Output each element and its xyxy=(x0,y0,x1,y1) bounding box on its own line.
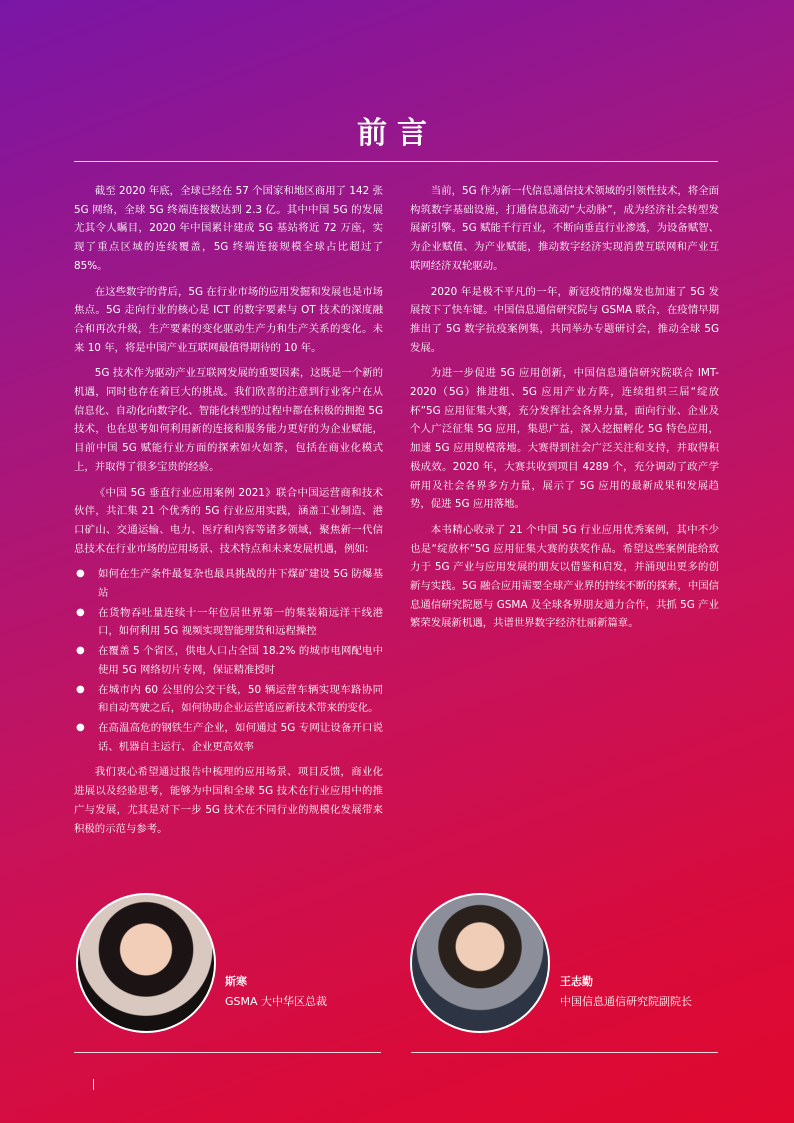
book-summary-paragraph: 本书精心收录了 21 个中国 5G 行业应用优秀案例，其中不少也是“绽放杯”5G 应用征集大赛的获奖作品。希望这些案例能给致力于 5G 产业与应用发展的朋友以借鉴和启发，并涌现出更多的创新与实践。5G 融合应用需要全球产业界的持续不断的探索，中国信息通信研究院愿与 GSMA 及全球各界朋友通力合作，共抓 5G 产业繁荣发展新机遇，共谱世界数字经济壮丽新篇章。 xyxy=(410,523,719,630)
author-photo-right xyxy=(410,893,550,1033)
bullet-icon: ● xyxy=(76,606,85,618)
author-photo-left xyxy=(76,893,216,1033)
bullet-icon: ● xyxy=(76,683,85,695)
signature-name-right: 王志勤 xyxy=(560,975,593,988)
title-divider xyxy=(74,161,718,162)
competition-paragraph: 为进一步促进 5G 应用创新，中国信息通信研究院联合 IMT-2020（5G）推进组、5G 应用产业方阵，连续组织三届“绽放杯”5G 应用征集大赛，充分发挥社会各界力量，面向行业、企业及个人广泛征集 5G 应用，集思广益，深入挖掘孵化 5G 特色应用，加速 5G 应用规模落地。大赛得到社会广泛关注和支持，并取得积极成效。2020 年，大赛共收到项目 4289 个，充分调动了政产学研用及社会各界多方力量，展示了 5G 应用的最新成果和发展趋势，促进 5G 应用落地。 xyxy=(410,367,719,511)
list-item-text: 在货物吞吐量连续十一年位居世界第一的集装箱远洋干线港口，如何利用 5G 视频实现智能理货和远程操控 xyxy=(98,606,383,638)
page-title: 前言 xyxy=(357,116,437,151)
current-status-paragraph: 当前，5G 作为新一代信息通信技术领域的引领性技术，将全面构筑数字基础设施，打通信息流动“大动脉”，成为经济社会转型发展新引擎。5G 赋能千行百业，不断向垂直行业渗透，为设备赋智、为企业赋值、为产业赋能，推动数字经济实现消费互联网和产业互联网经济双轮驱动。 xyxy=(410,185,719,272)
left-column xyxy=(74,182,383,845)
page-marker xyxy=(93,1079,94,1090)
signature-divider-left xyxy=(74,1052,381,1053)
intro-paragraph: 截至 2020 年底，全球已经在 57 个国家和地区商用了 142 张 5G 网络，全球 5G 终端连接数达到 2.3 亿。其中中国 5G 的发展尤其令人瞩目，2020 年中国累计建成 5G 基站将近 72 万座，实现了重点区域的连续覆盖，5G 终端连接规模全球占比超过了 85%。 xyxy=(74,185,383,272)
list-item-text: 在覆盖 5 个省区，供电人口占全国 18.2% 的城市电网配电中使用 5G 网络切片专网，保证精准授时 xyxy=(98,645,383,676)
industry-focus-paragraph: 在这些数字的背后，5G 在行业市场的应用发掘和发展也是市场焦点。5G 走向行业的核心是 ICT 的数字要素与 OT 技术的深度融合和再次升级，生产要素的变化驱动生产力和生产关系的变化。未来 10 年，将是中国产业互联网最值得期待的 10 年。 xyxy=(74,285,383,354)
year-2020-paragraph: 2020 年是极不平凡的一年，新冠疫情的爆发也加速了 5G 发展按下了快车键。中国信息通信研究院与 GSMA 联合，在疫情早期推出了 5G 数字抗疫案例集，共同举办专题研讨会，推动全球 5G 发展。 xyxy=(410,285,719,354)
list-item xyxy=(74,681,383,718)
closing-paragraph: 我们衷心希望通过报告中梳理的应用场景、项目反馈，商业化进展以及经验思考，能够为中国和全球 5G 技术在行业应用中的推广与发展，尤其是对下一步 5G 技术在不同行业的规模化发展带来积极的示范与参考。 xyxy=(74,766,383,835)
list-item xyxy=(74,642,383,679)
bullet-icon: ● xyxy=(76,645,85,657)
list-item xyxy=(74,719,383,756)
list-item xyxy=(74,565,383,602)
signature-divider-right xyxy=(411,1052,718,1053)
challenge-paragraph: 5G 技术作为驱动产业互联网发展的重要因素，这既是一个新的机遇，同时也存在着巨大的挑战。我们欣喜的注意到行业客户在从信息化、自动化向数字化、智能化转型的过程中都在积极的拥抱 5G 技术，也在思考如何利用新的连接和服务能力更好的为企业赋能，目前中国 5G 赋能行业方面的探索如火如荼，包括在商业化模式上，并取得了很多宝贵的经验。 xyxy=(74,367,383,473)
list-item xyxy=(74,604,383,641)
list-item-text: 如何在生产条件最复杂也最具挑战的井下煤矿建设 5G 防爆基站 xyxy=(98,568,383,600)
report-summary-paragraph: 《中国 5G 垂直行业应用案例 2021》联合中国运营商和技术伙伴，共汇集 21 个优秀的 5G 行业应用实践，涵盖工业制造、港口矿山、交通运输、电力、医疗和内容等诸多领域，聚焦新一代信息技术在行业市场的应用场景、技术特点和未来发展机遇，例如: xyxy=(74,486,383,555)
list-item-text: 在城市内 60 公里的公交干线，50 辆运营车辆实现车路协同和自动驾驶之后，如何协助企业运营适应新技术带来的变化。 xyxy=(98,683,383,715)
right-column xyxy=(410,182,719,640)
example-list xyxy=(74,565,383,756)
bullet-icon: ● xyxy=(76,721,85,733)
list-item-text: 在高温高危的钢铁生产企业，如何通过 5G 专网让设备开口说话、机器自主运行、企业更高效率 xyxy=(98,721,383,753)
signature-name-left: 斯寒 xyxy=(225,975,247,988)
signature-role-right: 中国信息通信研究院副院长 xyxy=(560,995,692,1008)
signature-role-left: GSMA 大中华区总裁 xyxy=(225,995,328,1008)
bullet-icon: ● xyxy=(76,568,85,580)
